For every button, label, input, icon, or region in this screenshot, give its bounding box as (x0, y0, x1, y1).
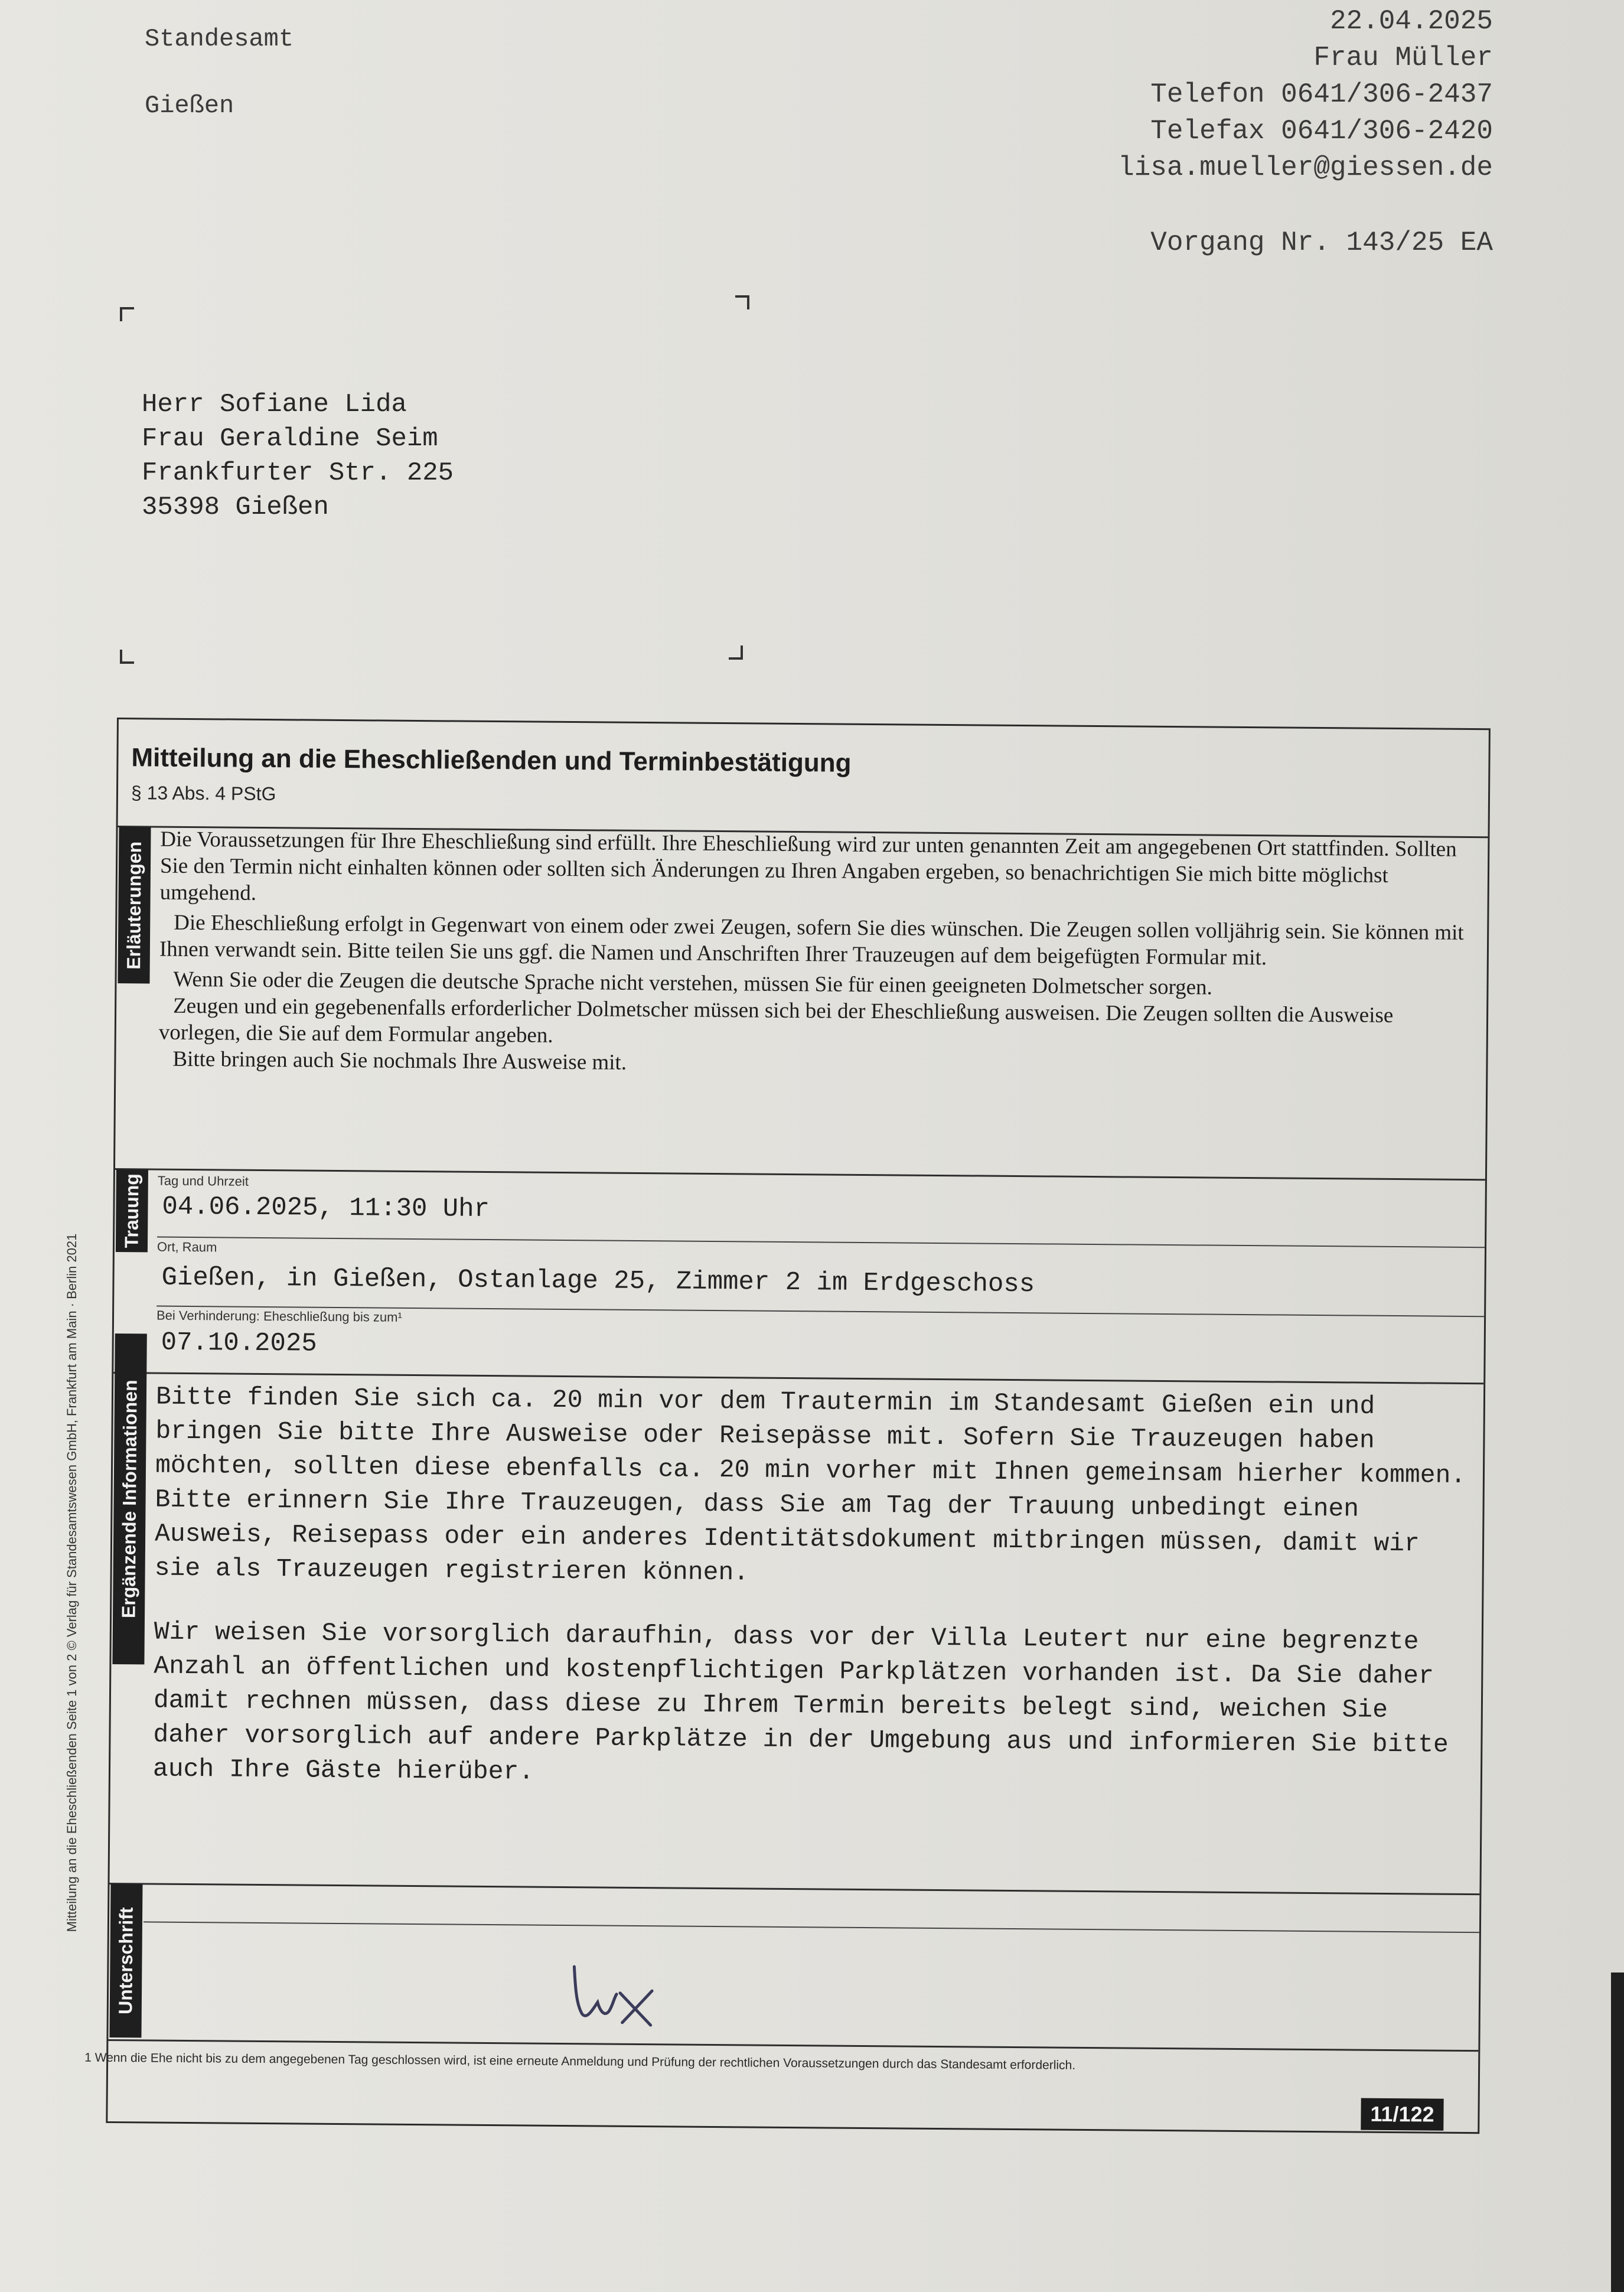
sidebar-label: Erläuterungen (123, 841, 145, 970)
datetime-value: 04.06.2025, 11:30 Uhr (162, 1192, 490, 1224)
recipient-line: Herr Sofiane Lida (142, 390, 407, 419)
recipient-line: 35398 Gießen (142, 493, 329, 522)
window-corner-mark (120, 650, 134, 664)
window-corner-mark (729, 645, 743, 660)
explanation-paragraph: Wenn Sie oder die Zeugen die deutsche Sprache nicht verstehen, müssen Sie für einen geeigneten Dolmetscher sorgen. (173, 967, 1213, 1000)
sender-office: Standesamt (145, 25, 294, 53)
officer-name: Frau Müller (1313, 43, 1493, 73)
form-bottom-border (108, 2039, 1478, 2052)
info-paragraph: Bitte finden Sie sich ca. 20 min vor dem Trautermin im Standesamt Gießen ein und bringen Sie bitte Ihre Ausweise oder Reisepässe mit. Sofern Sie Trauzeugen haben möchten, sollten diese ebenfalls ca. 20 min vorher mit Ihnen gemeinsam hierher kommen. Bitte erinnern Sie Ihre Trauzeugen, dass Sie am Tag der Trauung unbedingt einen Ausweis, Reisepass oder ein anderes Identitätsdokument mitbringen müssen, damit wir sie als Trauzeugen registrieren können. (154, 1382, 1466, 1587)
explanation-paragraph: Bitte bringen auch Sie nochmals Ihre Ausweise mit. (172, 1046, 627, 1075)
recipient-line: Frau Geraldine Seim (142, 424, 438, 454)
email-address: lisa.mueller@giessen.de (1118, 152, 1493, 183)
place-value: Gießen, in Gießen, Ostanlage 25, Zimmer 2 im Erdgeschoss (161, 1263, 1035, 1300)
signature-divider (144, 1921, 1479, 1933)
letter-date: 22.04.2025 (1329, 6, 1493, 37)
explanation-paragraph: Zeugen und ein gegebenenfalls erforderlicher Dolmetscher müssen sich bei der Eheschließung ausweisen. Die Zeugen sollten die Ausweise vorlegen, die Sie auf dem Formular angeben. (158, 993, 1394, 1048)
window-corner-mark (120, 307, 134, 321)
section-divider (109, 1883, 1479, 1895)
recipient-address (142, 387, 454, 524)
form-title: Mitteilung an die Eheschließenden und Terminbestätigung (131, 743, 852, 778)
info-paragraph: Wir weisen Sie vorsorglich daraufhin, dass vor der Villa Leutert nur eine begrenzte Anzahl an öffentlichen und kostenpflichtigen Parkplätzen vorhanden ist. Da Sie daher damit rechnen müssen, dass diese zu Ihrem Termin bereits belegt sind, weichen Sie daher vorsorglich auf andere Parkplätze in der Umgebung aus und informieren Sie bitte auch Ihre Gäste hierüber. (152, 1617, 1449, 1786)
sidebar-explanations (118, 827, 151, 983)
explanation-paragraph: Die Eheschließung erfolgt in Gegenwart von einem oder zwei Zeugen, sofern Sie dies wünschen. Die Zeugen sollen volljährig sein. Sie können mit Ihnen verwandt sein. Bitte teilen Sie uns ggf. die Namen und Anschriften Ihrer Trauzeugen auf dem beigefügten Formular mit. (159, 910, 1464, 970)
deadline-value: 07.10.2025 (161, 1328, 317, 1359)
place-label: Ort, Raum (156, 1239, 217, 1255)
datetime-label: Tag und Uhrzeit (157, 1173, 249, 1189)
deadline-label: Bei Verhinderung: Eheschließung bis zum¹ (156, 1308, 402, 1325)
sidebar-label: Trauung (120, 1173, 143, 1248)
marriage-notice-form (84, 718, 1491, 2134)
recipient-line: Frankfurter Str. 225 (142, 458, 454, 488)
explanation-paragraph: Die Voraussetzungen für Ihre Eheschließung sind erfüllt. Ihre Eheschließung wird zur unten genannten Zeit am angegebenen Ort stattfinden. Sollten Sie den Termin nicht einhalten können oder sollten sich Änderungen zu Ihren Angaben ergeben, so benachrichtigen Sie mich bitte möglichst umgehend. (159, 827, 1457, 905)
section-divider (115, 1168, 1485, 1181)
page-edge-shadow (1611, 1973, 1624, 2292)
page-badge: 11/122 (1361, 2098, 1444, 2131)
sidebar-label: Unterschrift (115, 1907, 137, 2015)
form-legal-reference: § 13 Abs. 4 PStG (131, 782, 276, 805)
explanations-text (158, 826, 1477, 1083)
field-divider (157, 1237, 1485, 1248)
sidebar-signature (109, 1884, 142, 2037)
sidebar-additional-info (112, 1334, 146, 1664)
footnote: 1 Wenn die Ehe nicht bis zu dem angegebenen Tag geschlossen wird, ist eine erneute Anmeldung und Prüfung der rechtlichen Voraussetzungen durch das Standesamt erforderlich. (84, 2050, 1076, 2072)
sidebar-wedding (116, 1169, 148, 1252)
handwritten-signature (569, 1963, 664, 2029)
case-number: Vorgang Nr. 143/25 EA (1150, 227, 1493, 258)
fax-number: Telefax 0641/306-2420 (1150, 116, 1493, 146)
window-corner-mark (735, 295, 749, 309)
sender-city: Gießen (145, 92, 234, 120)
publisher-imprint: Mitteilung an die Eheschließenden Seite 1 von 2 © Verlag für Standesamtswesen GmbH, Frankfurt am Main · Berlin 2021 (64, 1233, 79, 1932)
additional-info-text (153, 1380, 1479, 1797)
sidebar-label: Ergänzende Informationen (118, 1380, 141, 1619)
phone-number: Telefon 0641/306-2437 (1150, 79, 1493, 110)
